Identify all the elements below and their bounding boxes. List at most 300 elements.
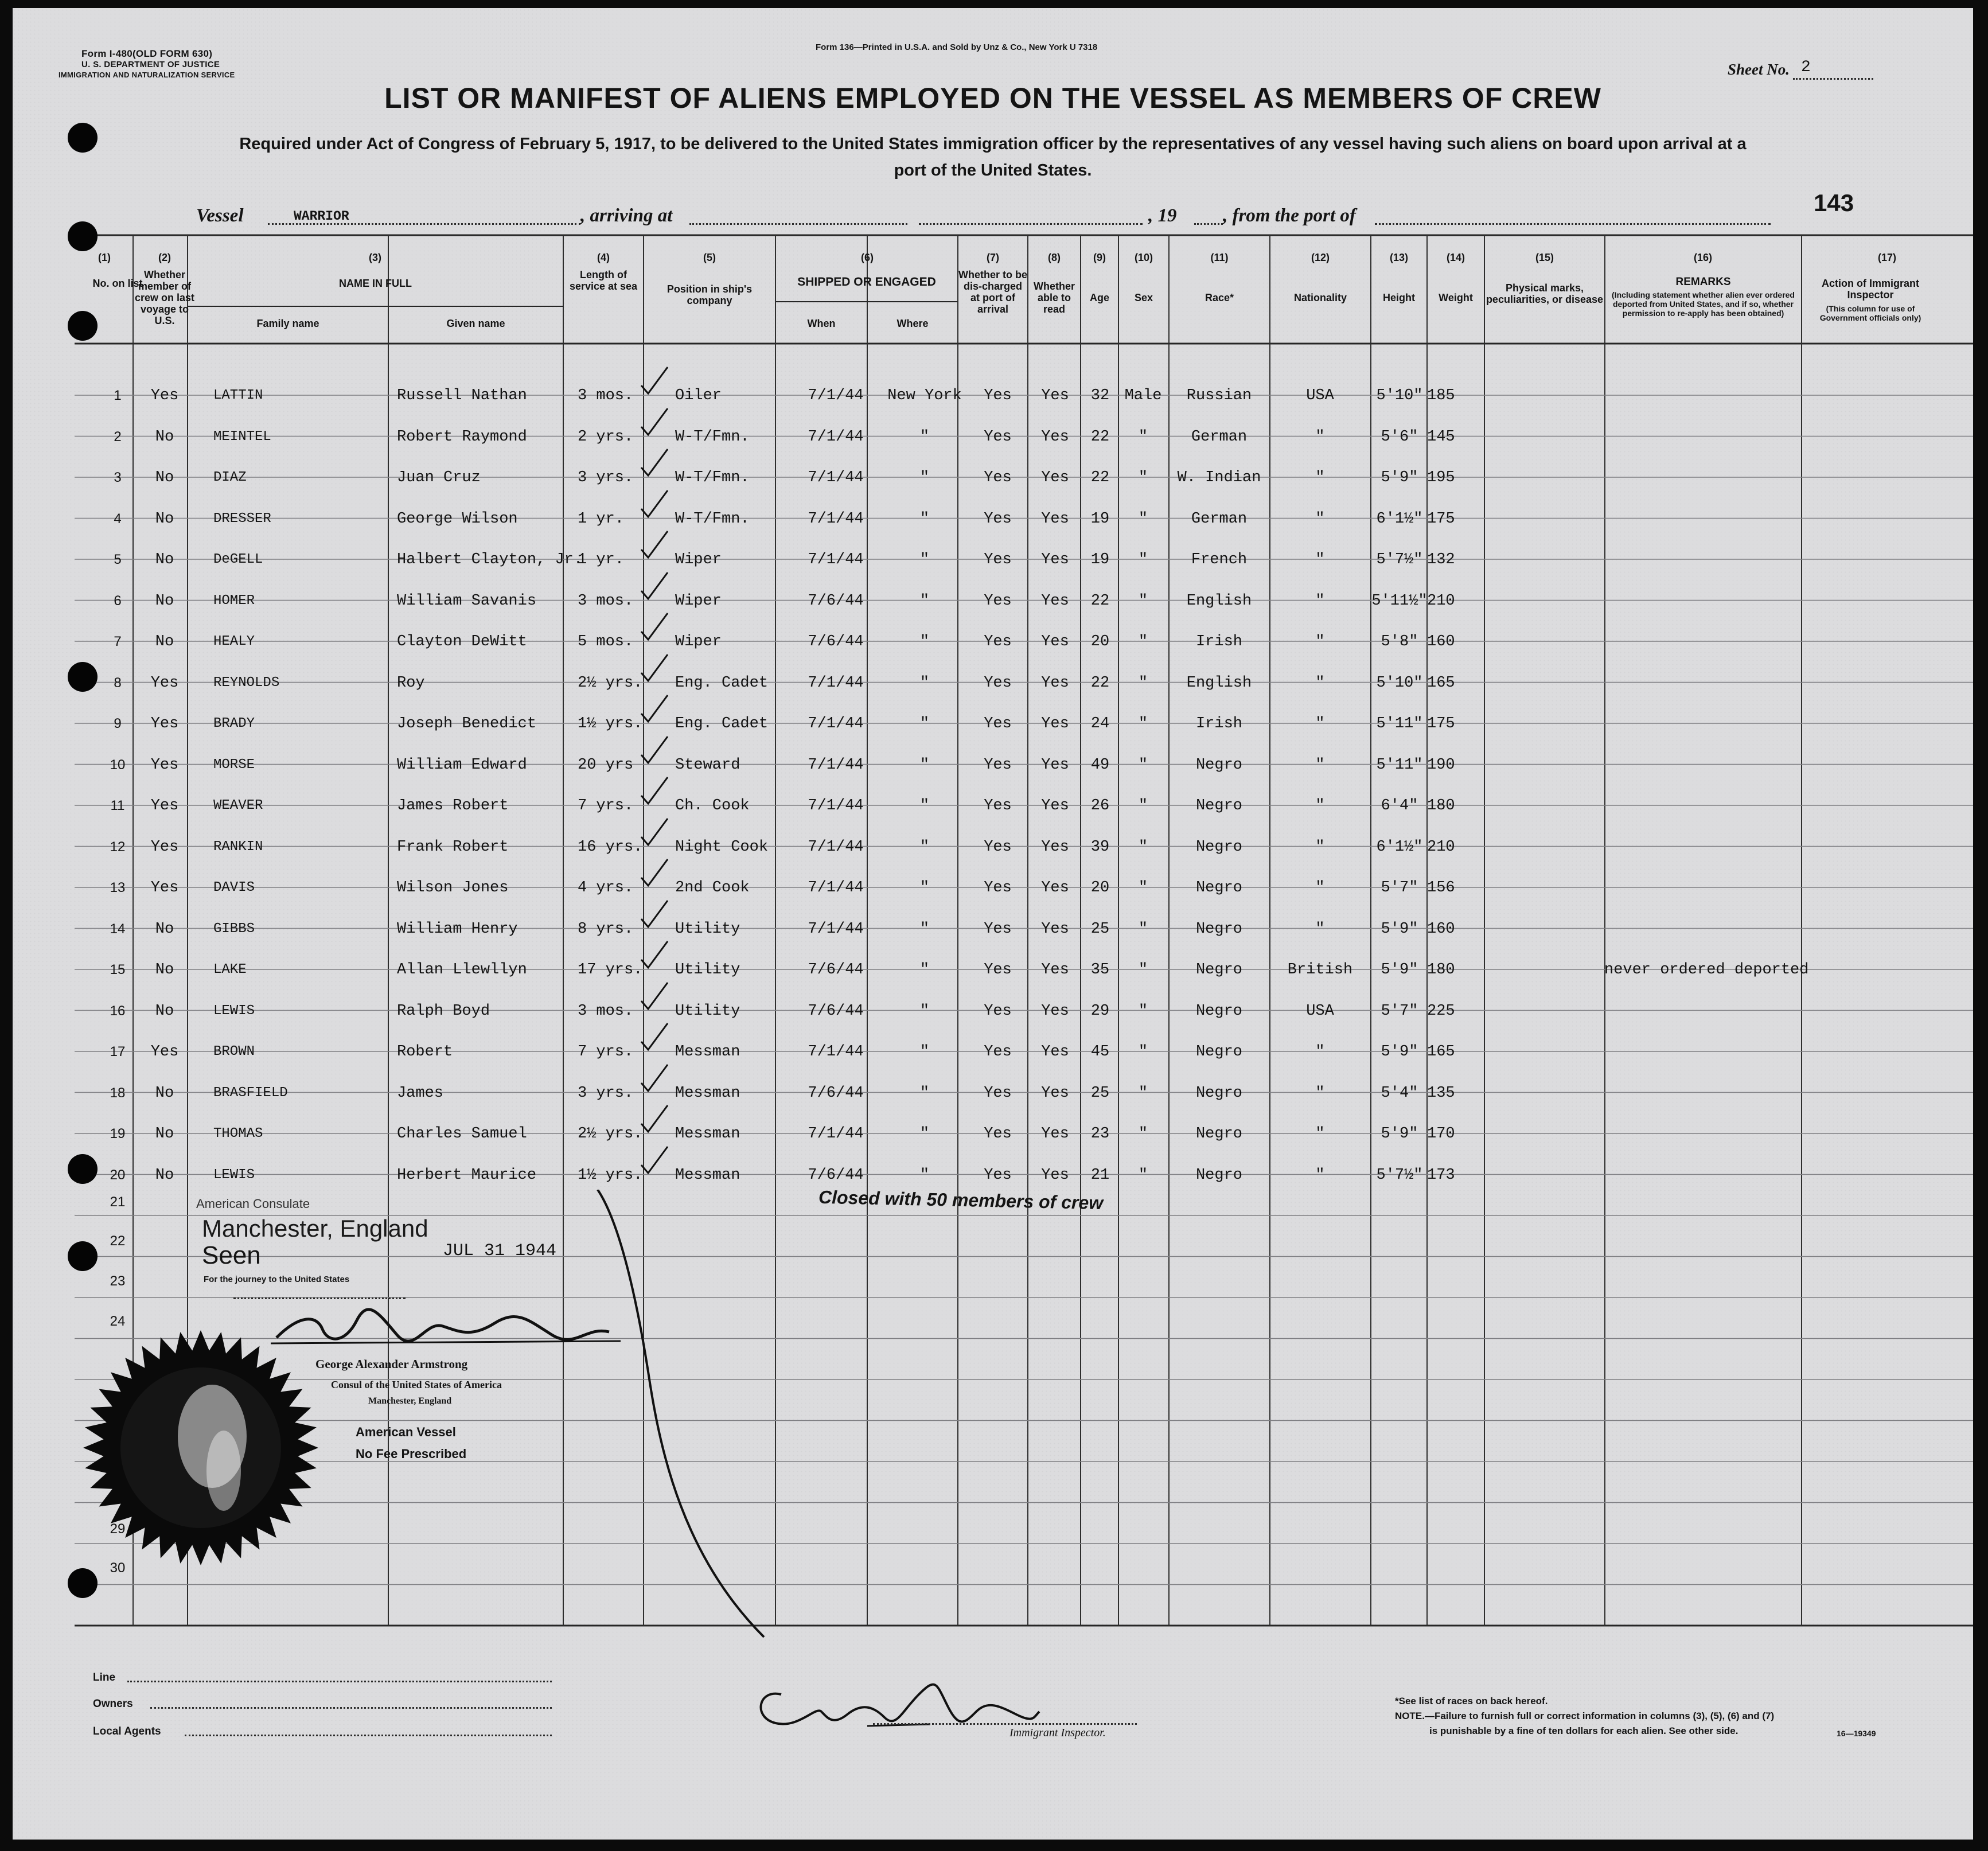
cell-position: Utility (675, 1002, 740, 1020)
check-mark-icon (638, 1020, 672, 1054)
page-title: LIST OR MANIFEST OF ALIENS EMPLOYED ON THE VESSEL AS MEMBERS OF CREW (384, 82, 1601, 114)
cell-given: Halbert Clayton, Jr. (397, 551, 583, 568)
column-number: (6) (861, 252, 874, 263)
header-action: Action of Immigrant Inspector (1822, 278, 1919, 301)
cell-nationality: " (1315, 838, 1325, 856)
cell-position: Ch. Cook (675, 797, 750, 815)
cell-no: 3 (114, 470, 122, 485)
header-given-name: Given name (446, 318, 505, 329)
cell-discharged: Yes (984, 674, 1012, 692)
cell-prev: No (155, 428, 174, 446)
cell-age: 21 (1090, 1166, 1110, 1184)
header-name-in-full: NAME IN FULL (339, 278, 412, 289)
cell-when: 7/6/44 (808, 1166, 864, 1184)
stamp-consulate: American Consulate (196, 1197, 310, 1211)
cell-position: Wiper (675, 592, 722, 610)
cell-prev: No (155, 1166, 174, 1184)
sheet-number-label: Sheet No. (1728, 61, 1790, 78)
cell-read: Yes (1041, 428, 1069, 446)
cell-length: 5 mos. (578, 633, 634, 650)
cell-when: 7/6/44 (808, 633, 864, 650)
cell-no: 2 (114, 428, 122, 445)
cell-weight: 190 (1427, 756, 1455, 774)
cell-discharged: Yes (984, 797, 1012, 815)
ditto-stroke (586, 1190, 775, 1660)
form-id-line2: U. S. DEPARTMENT OF JUSTICE (81, 60, 220, 69)
owners-field (150, 1707, 552, 1709)
cell-sex: " (1138, 920, 1148, 938)
cell-race: Negro (1195, 920, 1242, 938)
cell-age: 25 (1090, 1084, 1110, 1102)
cell-discharged: Yes (984, 838, 1012, 856)
cell-weight: 180 (1427, 961, 1455, 979)
cell-where: " (919, 879, 930, 897)
cell-weight: 175 (1427, 715, 1455, 732)
cell-nationality: " (1315, 756, 1325, 774)
cell-discharged: Yes (984, 961, 1012, 979)
cell-no: 18 (110, 1085, 126, 1101)
cell-where: " (919, 920, 930, 938)
cell-length: 8 yrs. (578, 920, 634, 938)
cell-read: Yes (1041, 551, 1069, 568)
cell-prev: Yes (150, 387, 179, 404)
cell-read: Yes (1041, 1043, 1069, 1061)
cell-when: 7/6/44 (808, 1084, 864, 1102)
cell-family: LEWIS (213, 1167, 255, 1183)
cell-weight: 165 (1427, 674, 1455, 692)
cell-nationality: " (1315, 715, 1325, 732)
cell-read: Yes (1041, 1002, 1069, 1020)
cell-given: Clayton DeWitt (397, 633, 527, 650)
cell-length: 2½ yrs. (578, 1125, 643, 1143)
table-row (13, 1113, 1973, 1155)
cell-height: 5'7½" (1376, 1166, 1423, 1184)
cell-remarks (1604, 580, 1799, 622)
cell-where: " (919, 961, 930, 979)
cell-sex: " (1138, 1084, 1148, 1102)
cell-height: 5'9" (1381, 1043, 1418, 1061)
cell-nationality: USA (1306, 387, 1334, 404)
consul-title: Consul of the United States of America (331, 1379, 502, 1390)
cell-given: James Robert (397, 797, 509, 815)
cell-remarks (1604, 663, 1799, 704)
cell-sex: " (1138, 1166, 1148, 1184)
cell-length: 3 mos. (578, 1002, 634, 1020)
from-port-label: , from the port of (1223, 205, 1356, 226)
cell-no: 5 (114, 552, 122, 567)
cell-family: DeGELL (213, 552, 263, 567)
header-height: Height (1383, 292, 1415, 303)
cell-prev: Yes (150, 756, 179, 774)
cell-discharged: Yes (984, 592, 1012, 610)
cell-when: 7/1/44 (808, 674, 864, 692)
cell-nationality: " (1315, 1084, 1325, 1102)
cell-height: 5'11" (1376, 715, 1423, 732)
act-notice-line1: Required under Act of Congress of February 5, 1917, to be delivered to the United States immigration officer by the representatives of any vessel having such aliens on board upon arrival at a (239, 135, 1747, 153)
header-length-service: Length of service at sea (569, 269, 638, 292)
cell-prev: Yes (150, 674, 179, 692)
cell-length: 7 yrs. (578, 1043, 634, 1061)
cell-sex: " (1138, 1002, 1148, 1020)
cell-position: Messman (675, 1166, 740, 1184)
cell-position: 2nd Cook (675, 879, 750, 897)
table-row (13, 416, 1973, 458)
cell-sex: " (1138, 551, 1148, 568)
cell-where: " (919, 633, 930, 650)
cell-prev: Yes (150, 715, 179, 732)
cell-prev: Yes (150, 879, 179, 897)
cell-family: LEWIS (213, 1003, 255, 1019)
cell-position: Utility (675, 961, 740, 979)
cell-height: 6'1½" (1376, 838, 1423, 856)
column-number: (9) (1093, 252, 1106, 263)
vessel-type: American Vessel (356, 1425, 456, 1439)
cell-age: 22 (1090, 592, 1110, 610)
cell-given: Frank Robert (397, 838, 509, 856)
cell-when: 7/6/44 (808, 592, 864, 610)
cell-age: 26 (1090, 797, 1110, 815)
check-mark-icon (638, 1143, 672, 1178)
cell-length: 1 yr. (578, 510, 625, 528)
cell-where: " (919, 551, 930, 568)
page-number: 143 (1814, 189, 1854, 216)
cell-race: Russian (1186, 387, 1252, 404)
cell-when: 7/1/44 (808, 1043, 864, 1061)
cell-family: DAVIS (213, 880, 255, 895)
table-row (13, 785, 1973, 827)
cell-height: 5'7½" (1376, 551, 1423, 568)
cell-sex: " (1138, 715, 1148, 732)
cell-position: Messman (675, 1043, 740, 1061)
races-note: *See list of races on back hereof. (1395, 1696, 1548, 1706)
cell-where: " (919, 428, 930, 446)
cell-when: 7/1/44 (808, 551, 864, 568)
cell-weight: 160 (1427, 633, 1455, 650)
cell-where: " (919, 510, 930, 528)
cell-nationality: " (1315, 592, 1325, 610)
cell-age: 35 (1090, 961, 1110, 979)
cell-length: 3 mos. (578, 592, 634, 610)
cell-when: 7/1/44 (808, 1125, 864, 1143)
column-number: (11) (1210, 252, 1229, 263)
cell-discharged: Yes (984, 633, 1012, 650)
cell-read: Yes (1041, 1125, 1069, 1143)
cell-nationality: " (1315, 674, 1325, 692)
cell-weight: 185 (1427, 387, 1455, 404)
check-mark-icon (638, 528, 672, 562)
row-number: 30 (110, 1560, 126, 1576)
cell-no: 15 (110, 962, 126, 977)
check-mark-icon (638, 856, 672, 890)
table-row (13, 1155, 1973, 1196)
cell-age: 19 (1090, 510, 1110, 528)
cell-position: Utility (675, 920, 740, 938)
check-mark-icon (638, 569, 672, 603)
cell-race: Negro (1195, 1125, 1242, 1143)
cell-when: 7/1/44 (808, 797, 864, 815)
owners-label: Owners (93, 1698, 133, 1710)
header-race: Race* (1205, 292, 1234, 303)
cell-no: 13 (110, 880, 126, 895)
cell-read: Yes (1041, 592, 1069, 610)
cell-nationality: " (1315, 1166, 1325, 1184)
cell-discharged: Yes (984, 469, 1012, 486)
row-number: 22 (110, 1233, 126, 1249)
cell-sex: " (1138, 838, 1148, 856)
check-mark-icon (638, 610, 672, 644)
vessel-label: Vessel (196, 205, 244, 226)
cell-race: Negro (1195, 1002, 1242, 1020)
cell-family: MORSE (213, 757, 255, 773)
cell-remarks (1604, 416, 1799, 458)
cell-sex: " (1138, 961, 1148, 979)
table-row (13, 580, 1973, 622)
cell-length: 16 yrs. (578, 838, 643, 856)
cell-height: 5'8" (1381, 633, 1418, 650)
cell-no: 20 (110, 1167, 126, 1183)
cell-remarks (1604, 621, 1799, 663)
cell-prev: No (155, 961, 174, 979)
cell-no: 1 (114, 388, 122, 403)
cell-discharged: Yes (984, 879, 1012, 897)
cell-weight: 225 (1427, 1002, 1455, 1020)
column-number: (4) (597, 252, 610, 263)
table-row (13, 827, 1973, 868)
cell-given: Ralph Boyd (397, 1002, 490, 1020)
cell-given: Robert (397, 1043, 453, 1061)
cell-when: 7/1/44 (808, 428, 864, 446)
cell-discharged: Yes (984, 1002, 1012, 1020)
cell-prev: Yes (150, 797, 179, 815)
cell-no: 17 (110, 1044, 126, 1059)
cell-sex: " (1138, 469, 1148, 486)
cell-weight: 132 (1427, 551, 1455, 568)
inspector-line (873, 1723, 1137, 1725)
cell-weight: 165 (1427, 1043, 1455, 1061)
check-mark-icon (638, 897, 672, 932)
closed-note: Closed with 50 members of crew (818, 1186, 1104, 1214)
cell-no: 7 (114, 634, 122, 649)
cell-position: W-T/Fmn. (675, 428, 750, 446)
column-number: (3) (369, 252, 381, 263)
cell-race: Negro (1195, 756, 1242, 774)
cell-sex: " (1138, 592, 1148, 610)
cell-read: Yes (1041, 387, 1069, 404)
cell-race: Negro (1195, 879, 1242, 897)
check-mark-icon (638, 364, 672, 398)
consul-signature-icon (265, 1303, 632, 1355)
cell-when: 7/1/44 (808, 510, 864, 528)
cell-where: " (919, 797, 930, 815)
table-row (13, 1073, 1973, 1114)
table-row (13, 703, 1973, 745)
cell-prev: No (155, 920, 174, 938)
check-mark-icon (638, 815, 672, 849)
cell-height: 5'11" (1376, 756, 1423, 774)
cell-read: Yes (1041, 756, 1069, 774)
cell-family: BRADY (213, 716, 255, 731)
vessel-name: WARRIOR (294, 209, 349, 224)
cell-age: 24 (1090, 715, 1110, 732)
cell-read: Yes (1041, 510, 1069, 528)
column-number: (5) (703, 252, 716, 263)
cell-given: Robert Raymond (397, 428, 527, 446)
cell-length: 1½ yrs. (578, 1166, 643, 1184)
column-number: (17) (1877, 252, 1896, 263)
cell-remarks (1604, 991, 1799, 1032)
cell-no: 12 (110, 839, 126, 855)
cell-family: GIBBS (213, 921, 255, 937)
cell-when: 7/1/44 (808, 756, 864, 774)
column-number: (12) (1311, 252, 1330, 263)
cell-position: Oiler (675, 387, 722, 404)
header-remarks: REMARKS (1675, 276, 1731, 288)
arriving-line (689, 223, 907, 225)
cell-nationality: " (1315, 879, 1325, 897)
cell-where: " (919, 1043, 930, 1061)
cell-length: 2½ yrs. (578, 674, 643, 692)
cell-read: Yes (1041, 838, 1069, 856)
cell-family: LAKE (213, 962, 247, 977)
cell-age: 22 (1090, 674, 1110, 692)
cell-age: 20 (1090, 633, 1110, 650)
cell-family: DIAZ (213, 470, 247, 485)
sheet-number-line (1793, 78, 1873, 80)
cell-sex: " (1138, 797, 1148, 815)
header-age: Age (1089, 292, 1109, 303)
cell-sex: " (1138, 674, 1148, 692)
cell-family: HEALY (213, 634, 255, 649)
cell-prev: No (155, 1002, 174, 1020)
header-no-on-list: No. on list (92, 278, 143, 289)
cell-discharged: Yes (984, 715, 1012, 732)
cell-race: English (1186, 674, 1252, 692)
year-label: , 19 (1148, 205, 1177, 226)
cell-discharged: Yes (984, 1166, 1012, 1184)
column-number: (7) (987, 252, 999, 263)
cell-where: " (919, 1125, 930, 1143)
cell-length: 3 mos. (578, 387, 634, 404)
header-family-name: Family name (256, 318, 319, 329)
row-number: 21 (110, 1194, 126, 1210)
cell-given: Wilson Jones (397, 879, 509, 897)
cell-when: 7/1/44 (808, 387, 864, 404)
cell-sex: " (1138, 879, 1148, 897)
check-mark-icon (638, 1102, 672, 1136)
cell-discharged: Yes (984, 510, 1012, 528)
cell-remarks (1604, 539, 1799, 580)
cell-remarks: never ordered deported (1604, 961, 1809, 979)
header-sex: Sex (1134, 292, 1153, 303)
cell-length: 4 yrs. (578, 879, 634, 897)
cell-weight: 195 (1427, 469, 1455, 486)
cell-weight: 160 (1427, 920, 1455, 938)
table-row (13, 663, 1973, 704)
check-mark-icon (638, 774, 672, 808)
sheet-number-value: 2 (1801, 59, 1811, 76)
cell-position: W-T/Fmn. (675, 469, 750, 486)
cell-nationality: " (1315, 797, 1325, 815)
stamp-journey: For the journey to the United States (204, 1275, 350, 1284)
cell-remarks (1604, 498, 1799, 540)
cell-given: William Edward (397, 756, 527, 774)
cell-where: " (919, 1002, 930, 1020)
cell-prev: No (155, 1084, 174, 1102)
row-number: 29 (110, 1521, 126, 1537)
cell-age: 22 (1090, 469, 1110, 486)
table-row (13, 457, 1973, 498)
cell-length: 1 yr. (578, 551, 625, 568)
cell-read: Yes (1041, 674, 1069, 692)
cell-nationality: USA (1306, 1002, 1334, 1020)
check-mark-icon (638, 733, 672, 767)
cell-prev: No (155, 469, 174, 486)
cell-height: 5'11½" (1371, 592, 1428, 610)
cell-weight: 210 (1427, 592, 1455, 610)
cell-position: Night Cook (675, 838, 769, 856)
cell-given: Charles Samuel (397, 1125, 527, 1143)
cell-family: HOMER (213, 593, 255, 609)
column-number: (14) (1446, 252, 1465, 263)
cell-weight: 173 (1427, 1166, 1455, 1184)
cell-prev: No (155, 1125, 174, 1143)
stamp-line (233, 1297, 406, 1299)
cell-family: THOMAS (213, 1126, 263, 1141)
cell-where: " (919, 1166, 930, 1184)
cell-height: 5'7" (1381, 1002, 1418, 1020)
cell-family: RANKIN (213, 839, 263, 855)
cell-race: Negro (1195, 838, 1242, 856)
cell-where: " (919, 674, 930, 692)
manifest-sheet (13, 8, 1973, 1840)
cell-race: W. Indian (1177, 469, 1261, 486)
cell-sex: " (1138, 510, 1148, 528)
cell-read: Yes (1041, 961, 1069, 979)
punch-hole (68, 1241, 98, 1271)
cell-family: BRASFIELD (213, 1085, 288, 1101)
year-line (1194, 223, 1223, 225)
check-mark-icon (638, 692, 672, 726)
cell-nationality: " (1315, 920, 1325, 938)
consul-name: George Alexander Armstrong (315, 1357, 468, 1371)
cell-age: 49 (1090, 756, 1110, 774)
cell-nationality: " (1315, 633, 1325, 650)
row-number: 23 (110, 1273, 126, 1289)
cell-prev: Yes (150, 1043, 179, 1061)
cell-height: 5'7" (1381, 879, 1418, 897)
cell-remarks (1604, 1073, 1799, 1114)
check-mark-icon (638, 405, 672, 439)
punch-hole (68, 662, 98, 692)
column-number: (2) (158, 252, 171, 263)
cell-position: Messman (675, 1125, 740, 1143)
cell-no: 8 (114, 675, 122, 691)
header-weight: Weight (1439, 292, 1473, 303)
cell-family: WEAVER (213, 798, 263, 813)
cell-age: 25 (1090, 920, 1110, 938)
table-row (13, 498, 1973, 540)
cell-read: Yes (1041, 879, 1069, 897)
inspector-title: Immigrant Inspector. (1009, 1727, 1106, 1739)
check-mark-icon (638, 446, 672, 480)
cell-prev: Yes (150, 838, 179, 856)
cell-discharged: Yes (984, 920, 1012, 938)
cell-height: 5'10" (1376, 387, 1423, 404)
cell-position: Wiper (675, 551, 722, 568)
cell-family: MEINTEL (213, 428, 271, 445)
cell-nationality: " (1315, 510, 1325, 528)
cell-discharged: Yes (984, 551, 1012, 568)
